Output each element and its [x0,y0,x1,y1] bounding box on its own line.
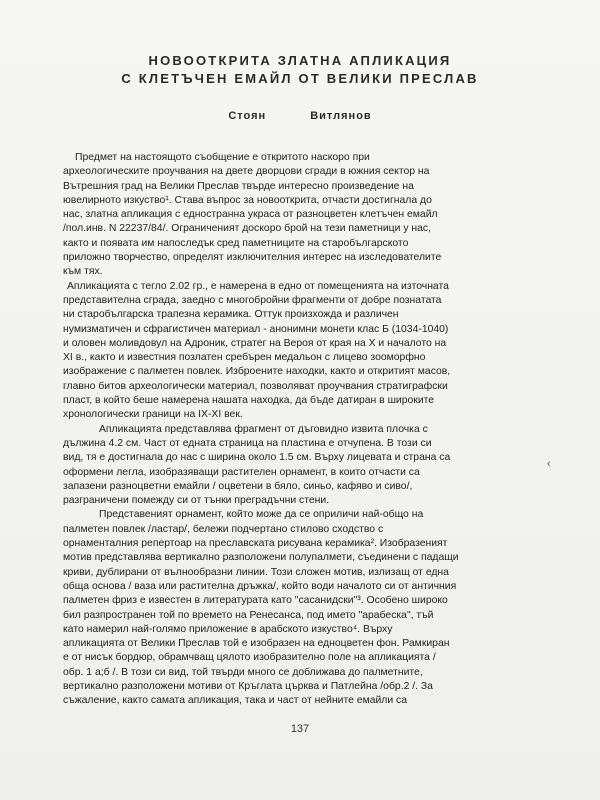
text-line: археологическите проучвания на двете дворцови сгради в южния сектор на [63,166,430,178]
text-line: като намерил най-голямо приложение в арабското изкуство⁴. Върху [63,623,393,635]
text-line: криви, дублирани от вълнообразни линии. Този сложен мотив, излизащ от една [63,566,449,578]
text-line: орнаменталния репертоар на преславската рисувана керамика². Изобразеният [63,538,448,550]
text-line: е от нисък бордюр, обрамчващ цялото изобразително поле на апликацията / [63,652,436,664]
text-line: вертикално разположени мотиви от Кръглата църква и Патлейна /обр.2 /. За [63,680,433,692]
text-line: изображение с палметен повлек. Изброените находки, както и откритият масов, [63,366,451,378]
text-line: представителна сграда, заедно с многобройни фрагменти от добре познатата [63,294,442,306]
text-line: нумизматичен и сфрагистичен материал - анонимни монети клас Б (1034-1040) [63,323,449,335]
text-line: ни старобългарска трапезна керамика. Оттук произхожда и различен [63,309,399,321]
text-line: палметен повлек /ластар/, бележи подчертано стилово сходство с [63,523,384,535]
page-number: 137 [290,723,310,735]
text-line: към тях. [63,266,103,278]
text-line: пласт, в който беше намерена нашата находка, да бъде датиран в широките [63,395,435,407]
article-title-line-2: С КЛЕТЪЧЕН ЕМАЙЛ ОТ ВЕЛИКИ ПРЕСЛАВ [121,71,479,86]
text-line: вид, тя е достигнала до нас с ширина около 1.5 см. Върху лицевата и страна са [63,452,451,464]
text-line: както и появата им напоследък сред паметниците на старобългарското [63,237,409,249]
text-line: Вътрешния град на Велики Преслав твърде интересно произведение на [63,180,414,192]
margin-mark: ‹ [547,458,551,470]
paragraph-1 [63,151,531,280]
text-line: оформени легла, изобразяващи растителен орнамент, в които отчасти са [63,466,420,478]
text-line: съжаление, както самата апликация, така и част от нейните емайли са [63,695,408,707]
text-line: апликацията от Велики Преслав той е изобразен на едноцветен фон. Рамкиран [63,638,450,650]
text-line: и оловен моливдовул на Адроник, стратег на Вероя от края на X и началото на [63,337,447,349]
text-line: Апликацията с тегло 2.02 гр., е намерена в едно от помещенията на източната [67,280,449,292]
text-line: нас, златна апликация с едностранна украса от разноцветен клетъчен емайл [63,209,438,221]
text-line: запазени разноцветни емайли / оцветени в бяло, синьо, кафяво и сиво/, [63,480,413,492]
paragraph-4 [63,508,531,708]
text-line: разграничени помежду си от тънки преградъчни стени. [63,495,330,507]
text-line: приложно творчество, определят изключителния интерес на изследователите [63,252,442,264]
text-line: бил разпространен той по времето на Ренесанса, под името "арабеска", тъй [63,609,434,621]
text-line: обр. 1 а;б /. В този си вид, той твърди много се доближава до палметните, [63,666,423,678]
text-line: мотив представлява вертикално разположени полупалмети, съединени с падащи [63,552,459,564]
text-line: обща основа / ваза или растителна дръжка/, който води началото си от античния [63,580,457,592]
text-line: ювелирното изкуство¹. Става въпрос за новооткрита, отчасти достигнала до [63,194,432,206]
paragraph-2 [63,280,531,423]
text-line: Апликацията представлява фрагмент от дъговидно извита плочка с [99,423,428,435]
text-line: Предмет на настоящото съобщение е откритото наскоро при [75,152,370,163]
author-name: Стоян Витлянов [228,110,372,122]
text-line: главно битов археологически материал, позволяват проучвания стратиграфски [63,380,448,392]
text-line: дължина 4.2 см. Част от едната страница на пластина е отчупена. В този си [63,437,432,449]
text-line: палметен фриз е известен в литературата като "сасанидски"³. Особено широко [63,595,448,607]
text-line: Представеният орнамент, който може да се оприличи най-общо на [99,509,424,521]
paragraph-3 [63,423,531,509]
text-line: хронологически граници на IX-XI век. [63,409,243,421]
text-line: XI в., както и известния позлатен сребърен медальон с лицево зооморфно [63,352,426,364]
text-line: /пол.инв. N 22237/84/. Ограниченият доскоро брой на тези паметници у нас, [63,223,431,235]
article-title-line-1: НОВООТКРИТА ЗЛАТНА АПЛИКАЦИЯ [148,53,452,68]
article-body [63,151,531,709]
